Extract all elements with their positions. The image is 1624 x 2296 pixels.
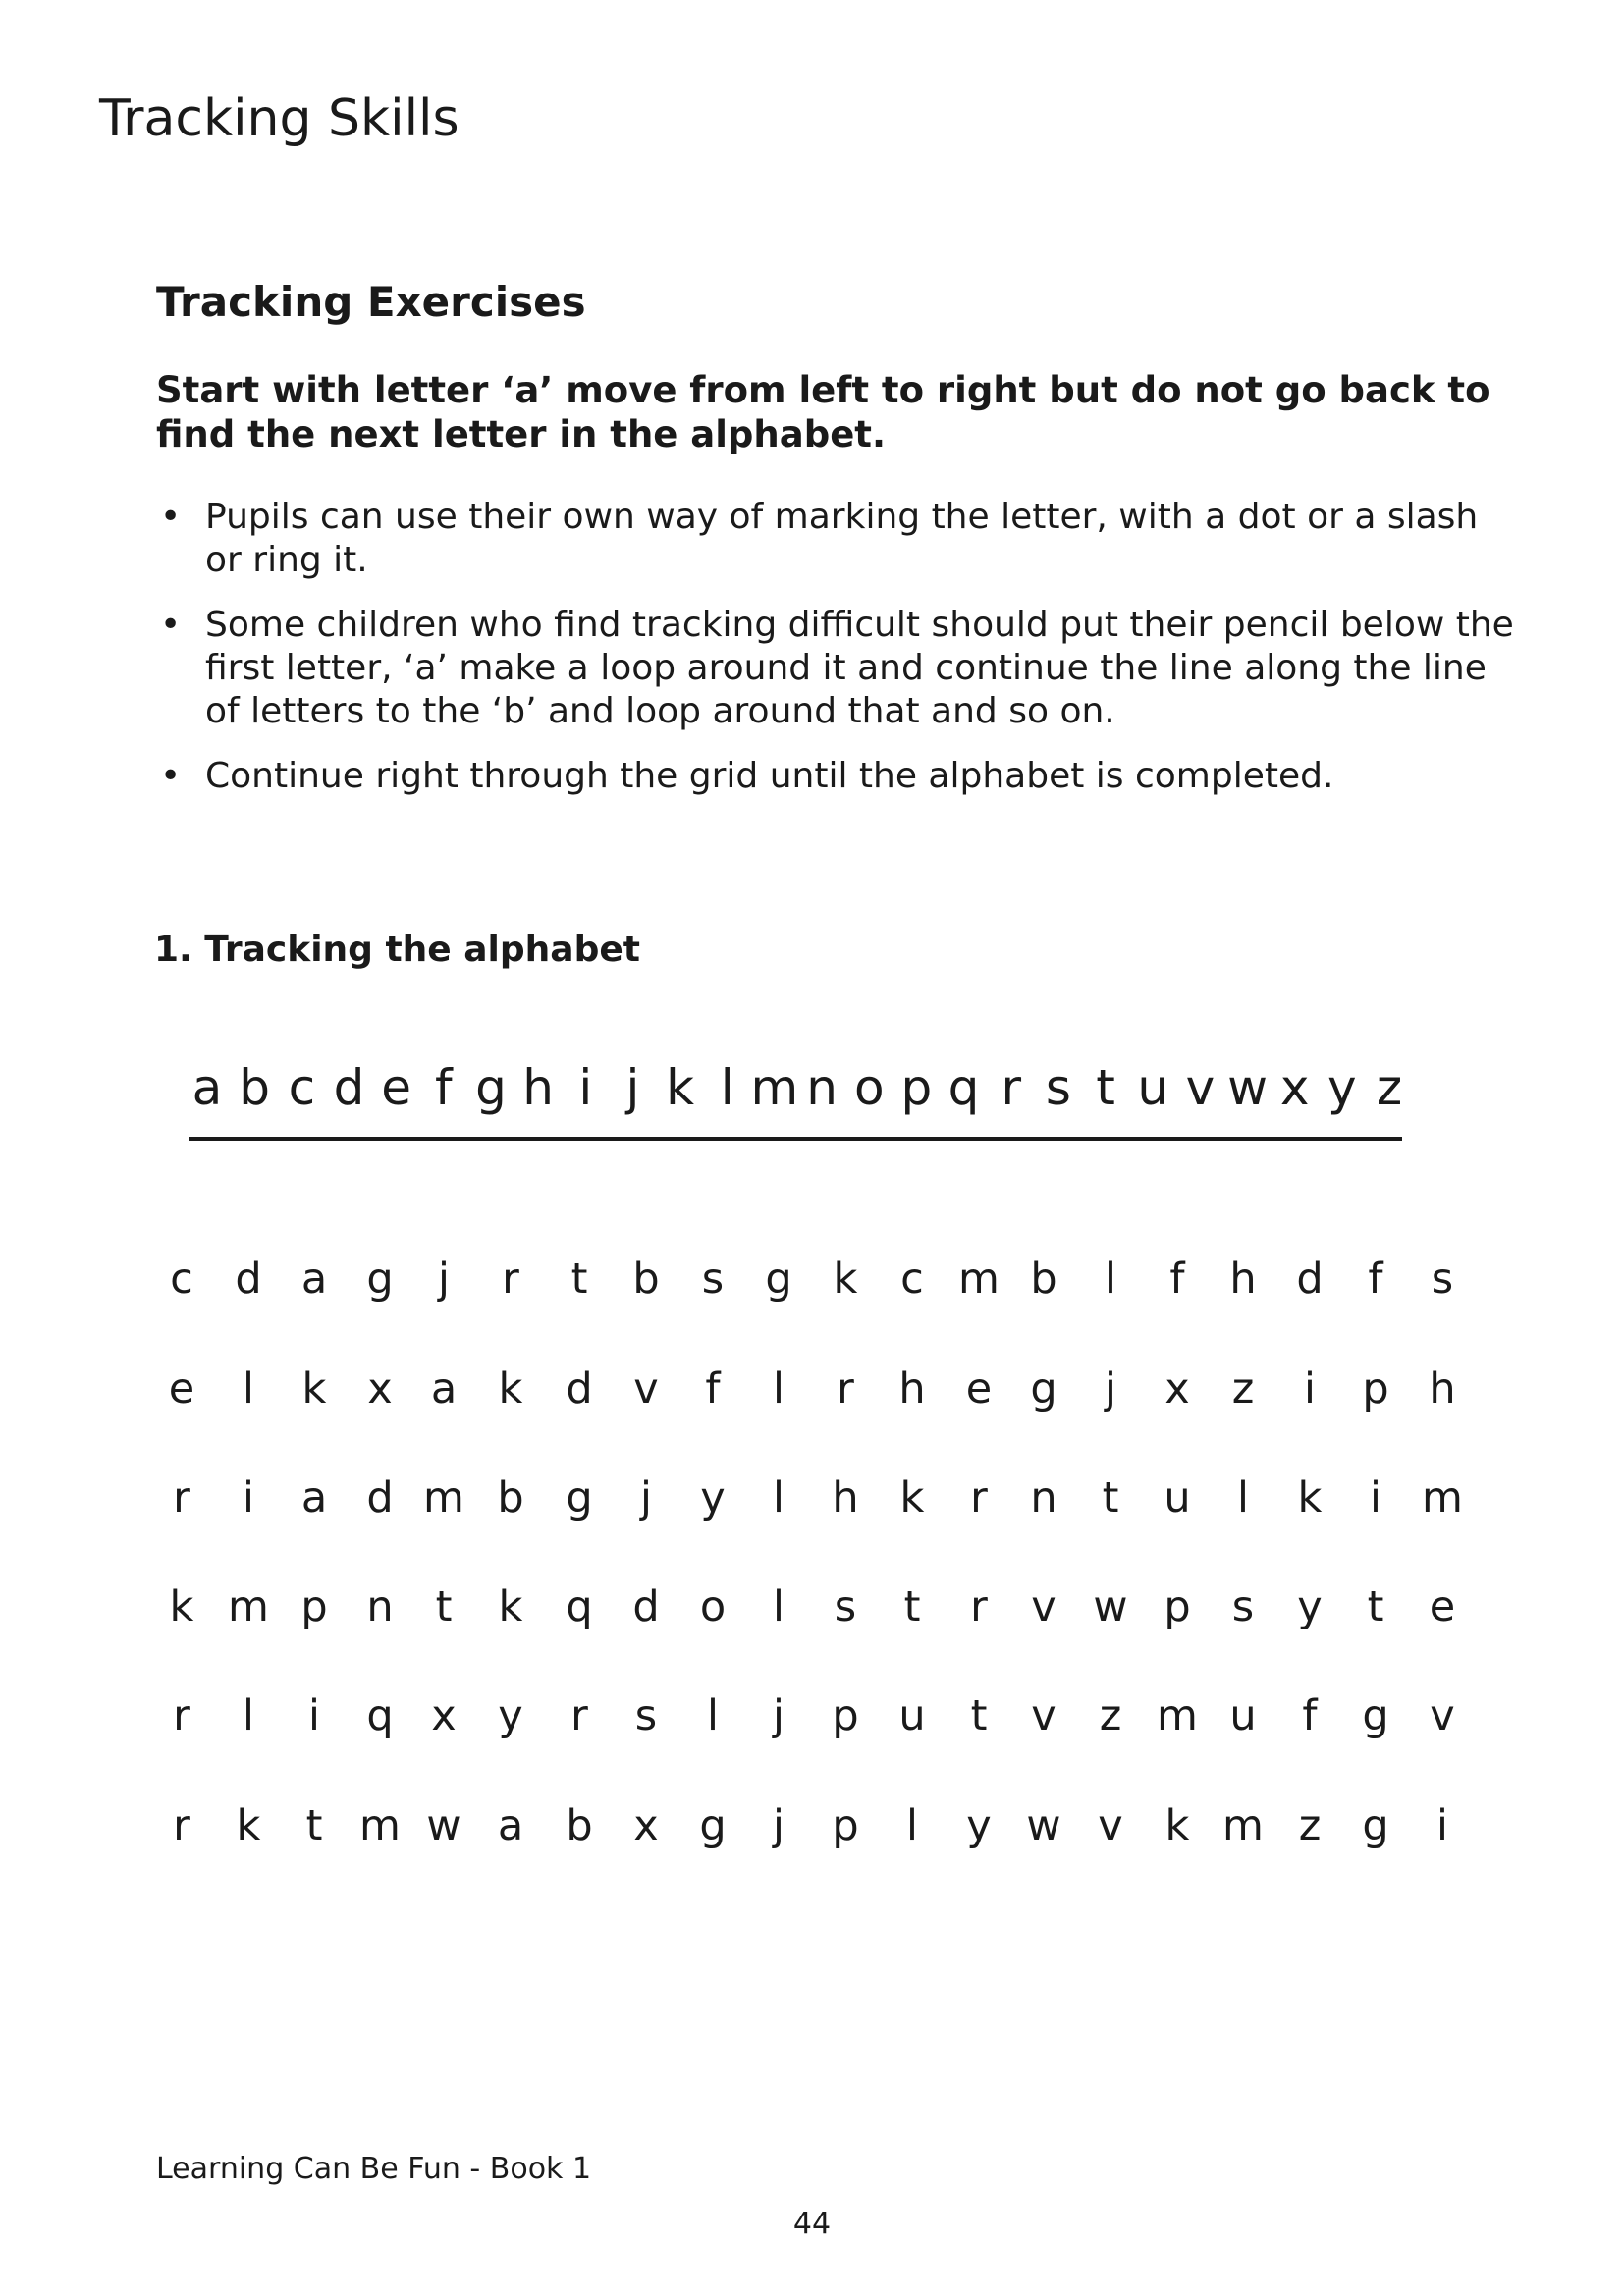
grid-letter[interactable]: j: [1105, 1364, 1116, 1414]
grid-letter[interactable]: y: [966, 1801, 992, 1850]
grid-letter[interactable]: a: [300, 1255, 328, 1304]
grid-letter[interactable]: m: [423, 1473, 464, 1522]
alphabet-letter: s: [1045, 1059, 1071, 1116]
grid-letter[interactable]: p: [1362, 1364, 1389, 1414]
alphabet-letter: g: [475, 1059, 507, 1116]
grid-letter[interactable]: d: [235, 1255, 262, 1304]
grid-letter[interactable]: m: [1157, 1691, 1198, 1740]
grid-letter[interactable]: k: [498, 1364, 523, 1414]
grid-letter[interactable]: f: [1368, 1255, 1383, 1304]
grid-letter[interactable]: x: [633, 1801, 659, 1850]
exercise-heading: 1. Tracking the alphabet: [154, 930, 640, 970]
grid-letter[interactable]: b: [632, 1255, 660, 1304]
grid-letter[interactable]: r: [173, 1473, 190, 1522]
grid-letter[interactable]: e: [965, 1364, 993, 1414]
grid-letter[interactable]: t: [903, 1582, 921, 1631]
grid-letter[interactable]: h: [898, 1364, 926, 1414]
alphabet-letter: u: [1137, 1059, 1169, 1116]
grid-letter[interactable]: w: [1026, 1801, 1061, 1850]
grid-letter[interactable]: b: [1030, 1255, 1057, 1304]
grid-letter[interactable]: v: [633, 1364, 659, 1414]
grid-letter[interactable]: k: [301, 1364, 327, 1414]
grid-letter[interactable]: b: [566, 1801, 593, 1850]
grid-letter[interactable]: a: [497, 1801, 524, 1850]
grid-letter[interactable]: z: [1298, 1801, 1322, 1850]
alphabet-letter: d: [333, 1059, 365, 1116]
grid-letter[interactable]: g: [366, 1255, 394, 1304]
grid-letter[interactable]: j: [773, 1691, 785, 1740]
grid-letter[interactable]: r: [502, 1255, 519, 1304]
footer-book-title: Learning Can Be Fun - Book 1: [156, 2152, 592, 2186]
grid-letter[interactable]: j: [438, 1255, 450, 1304]
grid-letter[interactable]: p: [832, 1801, 859, 1850]
alphabet-letter: o: [853, 1059, 885, 1116]
grid-letter[interactable]: l: [773, 1473, 785, 1522]
bullet-item: [156, 604, 1521, 733]
alphabet-letter: e: [381, 1059, 412, 1116]
alphabet-letter: q: [947, 1059, 980, 1116]
grid-letter[interactable]: p: [300, 1582, 328, 1631]
bullet-icon: •: [160, 756, 182, 796]
grid-letter[interactable]: j: [773, 1801, 785, 1850]
grid-letter[interactable]: h: [1229, 1255, 1257, 1304]
alphabet-letter: v: [1185, 1059, 1216, 1116]
grid-letter[interactable]: n: [1030, 1473, 1057, 1522]
grid-letter[interactable]: p: [1164, 1582, 1191, 1631]
bullet-item: [156, 496, 1521, 582]
grid-letter[interactable]: s: [1431, 1255, 1454, 1304]
grid-letter[interactable]: k: [1164, 1801, 1190, 1850]
grid-letter[interactable]: r: [970, 1582, 988, 1631]
grid-letter[interactable]: v: [1430, 1691, 1455, 1740]
bullet-icon: •: [160, 605, 182, 645]
grid-letter[interactable]: p: [832, 1691, 859, 1740]
grid-letter[interactable]: k: [236, 1801, 261, 1850]
grid-letter[interactable]: r: [173, 1801, 190, 1850]
alphabet-letter: a: [191, 1059, 223, 1116]
grid-letter[interactable]: q: [566, 1582, 593, 1631]
bullet-text: Some children who find tracking difficult should put their pencil below the first letter, ‘a’ make a loop around it and continue the line along the line of letters to the ‘b’ and loop around that and so on.: [205, 605, 1514, 731]
grid-letter[interactable]: a: [300, 1473, 328, 1522]
grid-letter[interactable]: l: [707, 1691, 719, 1740]
grid-letter[interactable]: x: [431, 1691, 457, 1740]
bullet-item: [156, 755, 1521, 798]
grid-letter[interactable]: f: [1169, 1255, 1185, 1304]
alphabet-letter: w: [1227, 1059, 1268, 1116]
alphabet-letter: i: [578, 1059, 593, 1116]
grid-letter[interactable]: t: [570, 1255, 588, 1304]
grid-letter[interactable]: r: [173, 1691, 190, 1740]
grid-letter[interactable]: u: [1164, 1473, 1191, 1522]
grid-letter[interactable]: f: [705, 1364, 721, 1414]
grid-letter[interactable]: d: [366, 1473, 394, 1522]
grid-letter[interactable]: c: [900, 1255, 924, 1304]
grid-letter[interactable]: x: [367, 1364, 393, 1414]
alphabet-underline: [189, 1137, 1402, 1141]
grid-letter[interactable]: l: [243, 1691, 254, 1740]
grid-letter[interactable]: m: [958, 1255, 1000, 1304]
alphabet-letter: j: [625, 1059, 640, 1116]
grid-letter[interactable]: l: [773, 1364, 785, 1414]
grid-letter[interactable]: r: [970, 1473, 988, 1522]
alphabet-letter: y: [1327, 1059, 1357, 1116]
grid-letter[interactable]: l: [1105, 1255, 1116, 1304]
grid-letter[interactable]: o: [699, 1582, 727, 1631]
grid-letter[interactable]: z: [1231, 1364, 1255, 1414]
grid-letter[interactable]: i: [308, 1691, 320, 1740]
alphabet-letter: l: [720, 1059, 734, 1116]
instruction-text: Start with letter ‘a’ move from left to right but do not go back to find the next letter in the alphabet.: [156, 369, 1490, 455]
alphabet-letter: z: [1376, 1059, 1403, 1116]
grid-letter[interactable]: l: [773, 1582, 785, 1631]
grid-letter[interactable]: t: [1367, 1582, 1384, 1631]
grid-letter[interactable]: l: [906, 1801, 918, 1850]
grid-letter[interactable]: k: [169, 1582, 194, 1631]
grid-letter[interactable]: x: [1164, 1364, 1190, 1414]
grid-letter[interactable]: g: [1362, 1801, 1389, 1850]
grid-letter[interactable]: t: [1102, 1473, 1119, 1522]
grid-letter[interactable]: r: [570, 1691, 588, 1740]
grid-letter[interactable]: s: [834, 1582, 857, 1631]
bullet-text: Pupils can use their own way of marking the letter, with a dot or a slash or ring it.: [205, 497, 1479, 580]
grid-letter[interactable]: k: [833, 1255, 858, 1304]
grid-letter[interactable]: y: [498, 1691, 523, 1740]
alphabet-letter: r: [1001, 1059, 1021, 1116]
alphabet-letter: b: [239, 1059, 271, 1116]
grid-letter[interactable]: t: [435, 1582, 453, 1631]
grid-letter[interactable]: d: [1296, 1255, 1324, 1304]
grid-letter[interactable]: v: [1098, 1801, 1123, 1850]
grid-letter[interactable]: s: [701, 1255, 725, 1304]
alphabet-letter: m: [750, 1059, 799, 1116]
alphabet-letter: h: [522, 1059, 554, 1116]
grid-letter[interactable]: l: [243, 1364, 254, 1414]
grid-letter[interactable]: d: [632, 1582, 660, 1631]
grid-letter[interactable]: m: [1422, 1473, 1463, 1522]
alphabet-letter: x: [1279, 1059, 1310, 1116]
bullet-icon: •: [160, 497, 182, 537]
alphabet-reference-row: [189, 1053, 1407, 1122]
grid-letter[interactable]: q: [366, 1691, 394, 1740]
grid-letter[interactable]: y: [1297, 1582, 1323, 1631]
grid-letter[interactable]: l: [1237, 1473, 1249, 1522]
grid-letter[interactable]: y: [700, 1473, 726, 1522]
grid-letter[interactable]: e: [168, 1364, 195, 1414]
grid-letter[interactable]: k: [899, 1473, 925, 1522]
grid-letter[interactable]: k: [498, 1582, 523, 1631]
grid-letter[interactable]: a: [430, 1364, 458, 1414]
page-title: Tracking Skills: [99, 89, 460, 148]
grid-letter[interactable]: s: [1231, 1582, 1255, 1631]
grid-letter[interactable]: u: [898, 1691, 926, 1740]
grid-letter[interactable]: m: [1222, 1801, 1264, 1850]
grid-letter[interactable]: m: [228, 1582, 269, 1631]
bullet-text: Continue right through the grid until the alphabet is completed.: [205, 756, 1334, 796]
grid-letter[interactable]: c: [170, 1255, 193, 1304]
grid-letter[interactable]: w: [1093, 1582, 1128, 1631]
grid-letter[interactable]: n: [366, 1582, 394, 1631]
grid-letter[interactable]: d: [566, 1364, 593, 1414]
grid-letter[interactable]: m: [359, 1801, 401, 1850]
grid-letter[interactable]: i: [1370, 1473, 1381, 1522]
alphabet-letter: n: [806, 1059, 838, 1116]
page-number: 44: [792, 2207, 832, 2241]
grid-letter[interactable]: v: [1031, 1582, 1056, 1631]
alphabet-letter: t: [1096, 1059, 1115, 1116]
grid-letter[interactable]: g: [1030, 1364, 1057, 1414]
alphabet-letter: k: [666, 1059, 695, 1116]
grid-letter[interactable]: z: [1099, 1691, 1122, 1740]
grid-letter[interactable]: t: [305, 1801, 323, 1850]
grid-letter[interactable]: b: [497, 1473, 524, 1522]
grid-letter[interactable]: g: [765, 1255, 792, 1304]
section-heading: Tracking Exercises: [156, 278, 586, 326]
grid-letter[interactable]: h: [1429, 1364, 1456, 1414]
instruction-bullet-list: [156, 496, 1521, 820]
grid-letter[interactable]: h: [832, 1473, 859, 1522]
grid-letter[interactable]: i: [1436, 1801, 1448, 1850]
grid-letter[interactable]: t: [970, 1691, 988, 1740]
grid-letter[interactable]: e: [1429, 1582, 1456, 1631]
alphabet-letter: c: [288, 1059, 316, 1116]
grid-letter[interactable]: k: [1297, 1473, 1323, 1522]
grid-letter[interactable]: g: [699, 1801, 727, 1850]
grid-letter[interactable]: i: [1304, 1364, 1316, 1414]
grid-letter[interactable]: i: [243, 1473, 254, 1522]
grid-letter[interactable]: u: [1229, 1691, 1257, 1740]
grid-letter[interactable]: g: [566, 1473, 593, 1522]
grid-letter[interactable]: f: [1302, 1691, 1318, 1740]
grid-letter[interactable]: v: [1031, 1691, 1056, 1740]
grid-letter[interactable]: r: [837, 1364, 854, 1414]
grid-letter[interactable]: g: [1362, 1691, 1389, 1740]
grid-letter[interactable]: s: [634, 1691, 658, 1740]
grid-letter[interactable]: w: [426, 1801, 461, 1850]
grid-letter[interactable]: j: [640, 1473, 652, 1522]
alphabet-letter: p: [900, 1059, 933, 1116]
alphabet-letter: f: [434, 1059, 453, 1116]
